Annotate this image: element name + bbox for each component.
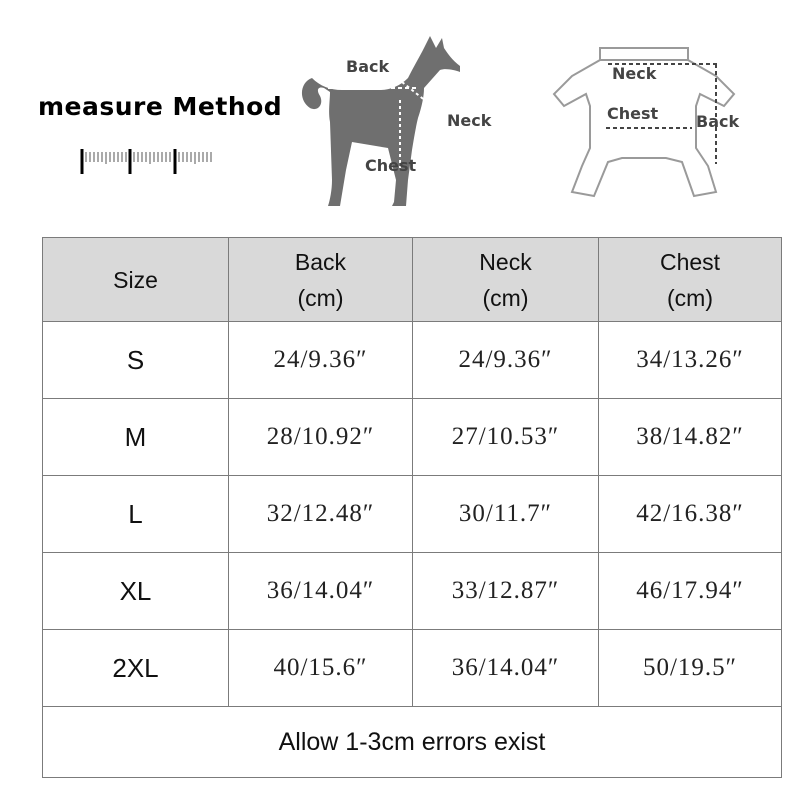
garment-chest-label: Chest	[607, 104, 659, 123]
back-cell: 28/10.92″	[229, 399, 413, 476]
dog-measure-diagram	[290, 30, 520, 220]
back-cell: 32/12.48″	[229, 476, 413, 553]
table-row	[43, 399, 782, 476]
chest-cell: 46/17.94″	[599, 553, 782, 630]
neck-cell: 36/14.04″	[413, 630, 599, 707]
neck-cell: 30/11.7″	[413, 476, 599, 553]
header-size-label: Size	[113, 266, 158, 293]
header-back-unit: (cm)	[297, 284, 344, 311]
error-allowance-note: Allow 1-3cm errors exist	[43, 707, 782, 778]
note-row	[43, 707, 782, 778]
header-back-label: Back	[294, 248, 347, 275]
header-neck-label: Neck	[479, 248, 532, 275]
dog-neck-label: Neck	[447, 111, 492, 130]
garment-neck-label: Neck	[612, 64, 657, 83]
measure-method-title: measure Method	[38, 92, 283, 121]
table-row	[43, 630, 782, 707]
size-cell: S	[43, 322, 229, 399]
back-cell: 36/14.04″	[229, 553, 413, 630]
dog-chest-label: Chest	[365, 156, 417, 175]
table-row	[43, 553, 782, 630]
garment-measure-diagram	[548, 36, 768, 216]
header-chest	[599, 238, 782, 322]
back-cell: 24/9.36″	[229, 322, 413, 399]
header-neck-unit: (cm)	[482, 284, 529, 311]
size-chart-table	[42, 237, 782, 778]
chest-cell: 42/16.38″	[599, 476, 782, 553]
neck-cell: 27/10.53″	[413, 399, 599, 476]
header-row	[43, 238, 782, 322]
garment-back-label: Back	[696, 112, 740, 131]
chest-cell: 38/14.82″	[599, 399, 782, 476]
chest-cell: 50/19.5″	[599, 630, 782, 707]
header-back	[229, 238, 413, 322]
neck-cell: 33/12.87″	[413, 553, 599, 630]
header-neck	[413, 238, 599, 322]
dog-back-label: Back	[346, 57, 390, 76]
table-row	[43, 322, 782, 399]
size-cell: 2XL	[43, 630, 229, 707]
size-cell: M	[43, 399, 229, 476]
table-row	[43, 476, 782, 553]
header-size	[43, 238, 229, 322]
neck-cell: 24/9.36″	[413, 322, 599, 399]
back-cell: 40/15.6″	[229, 630, 413, 707]
size-cell: L	[43, 476, 229, 553]
ruler-icon	[80, 146, 216, 176]
chest-cell: 34/13.26″	[599, 322, 782, 399]
size-cell: XL	[43, 553, 229, 630]
header-chest-label: Chest	[659, 248, 721, 275]
header-chest-unit: (cm)	[667, 284, 713, 311]
